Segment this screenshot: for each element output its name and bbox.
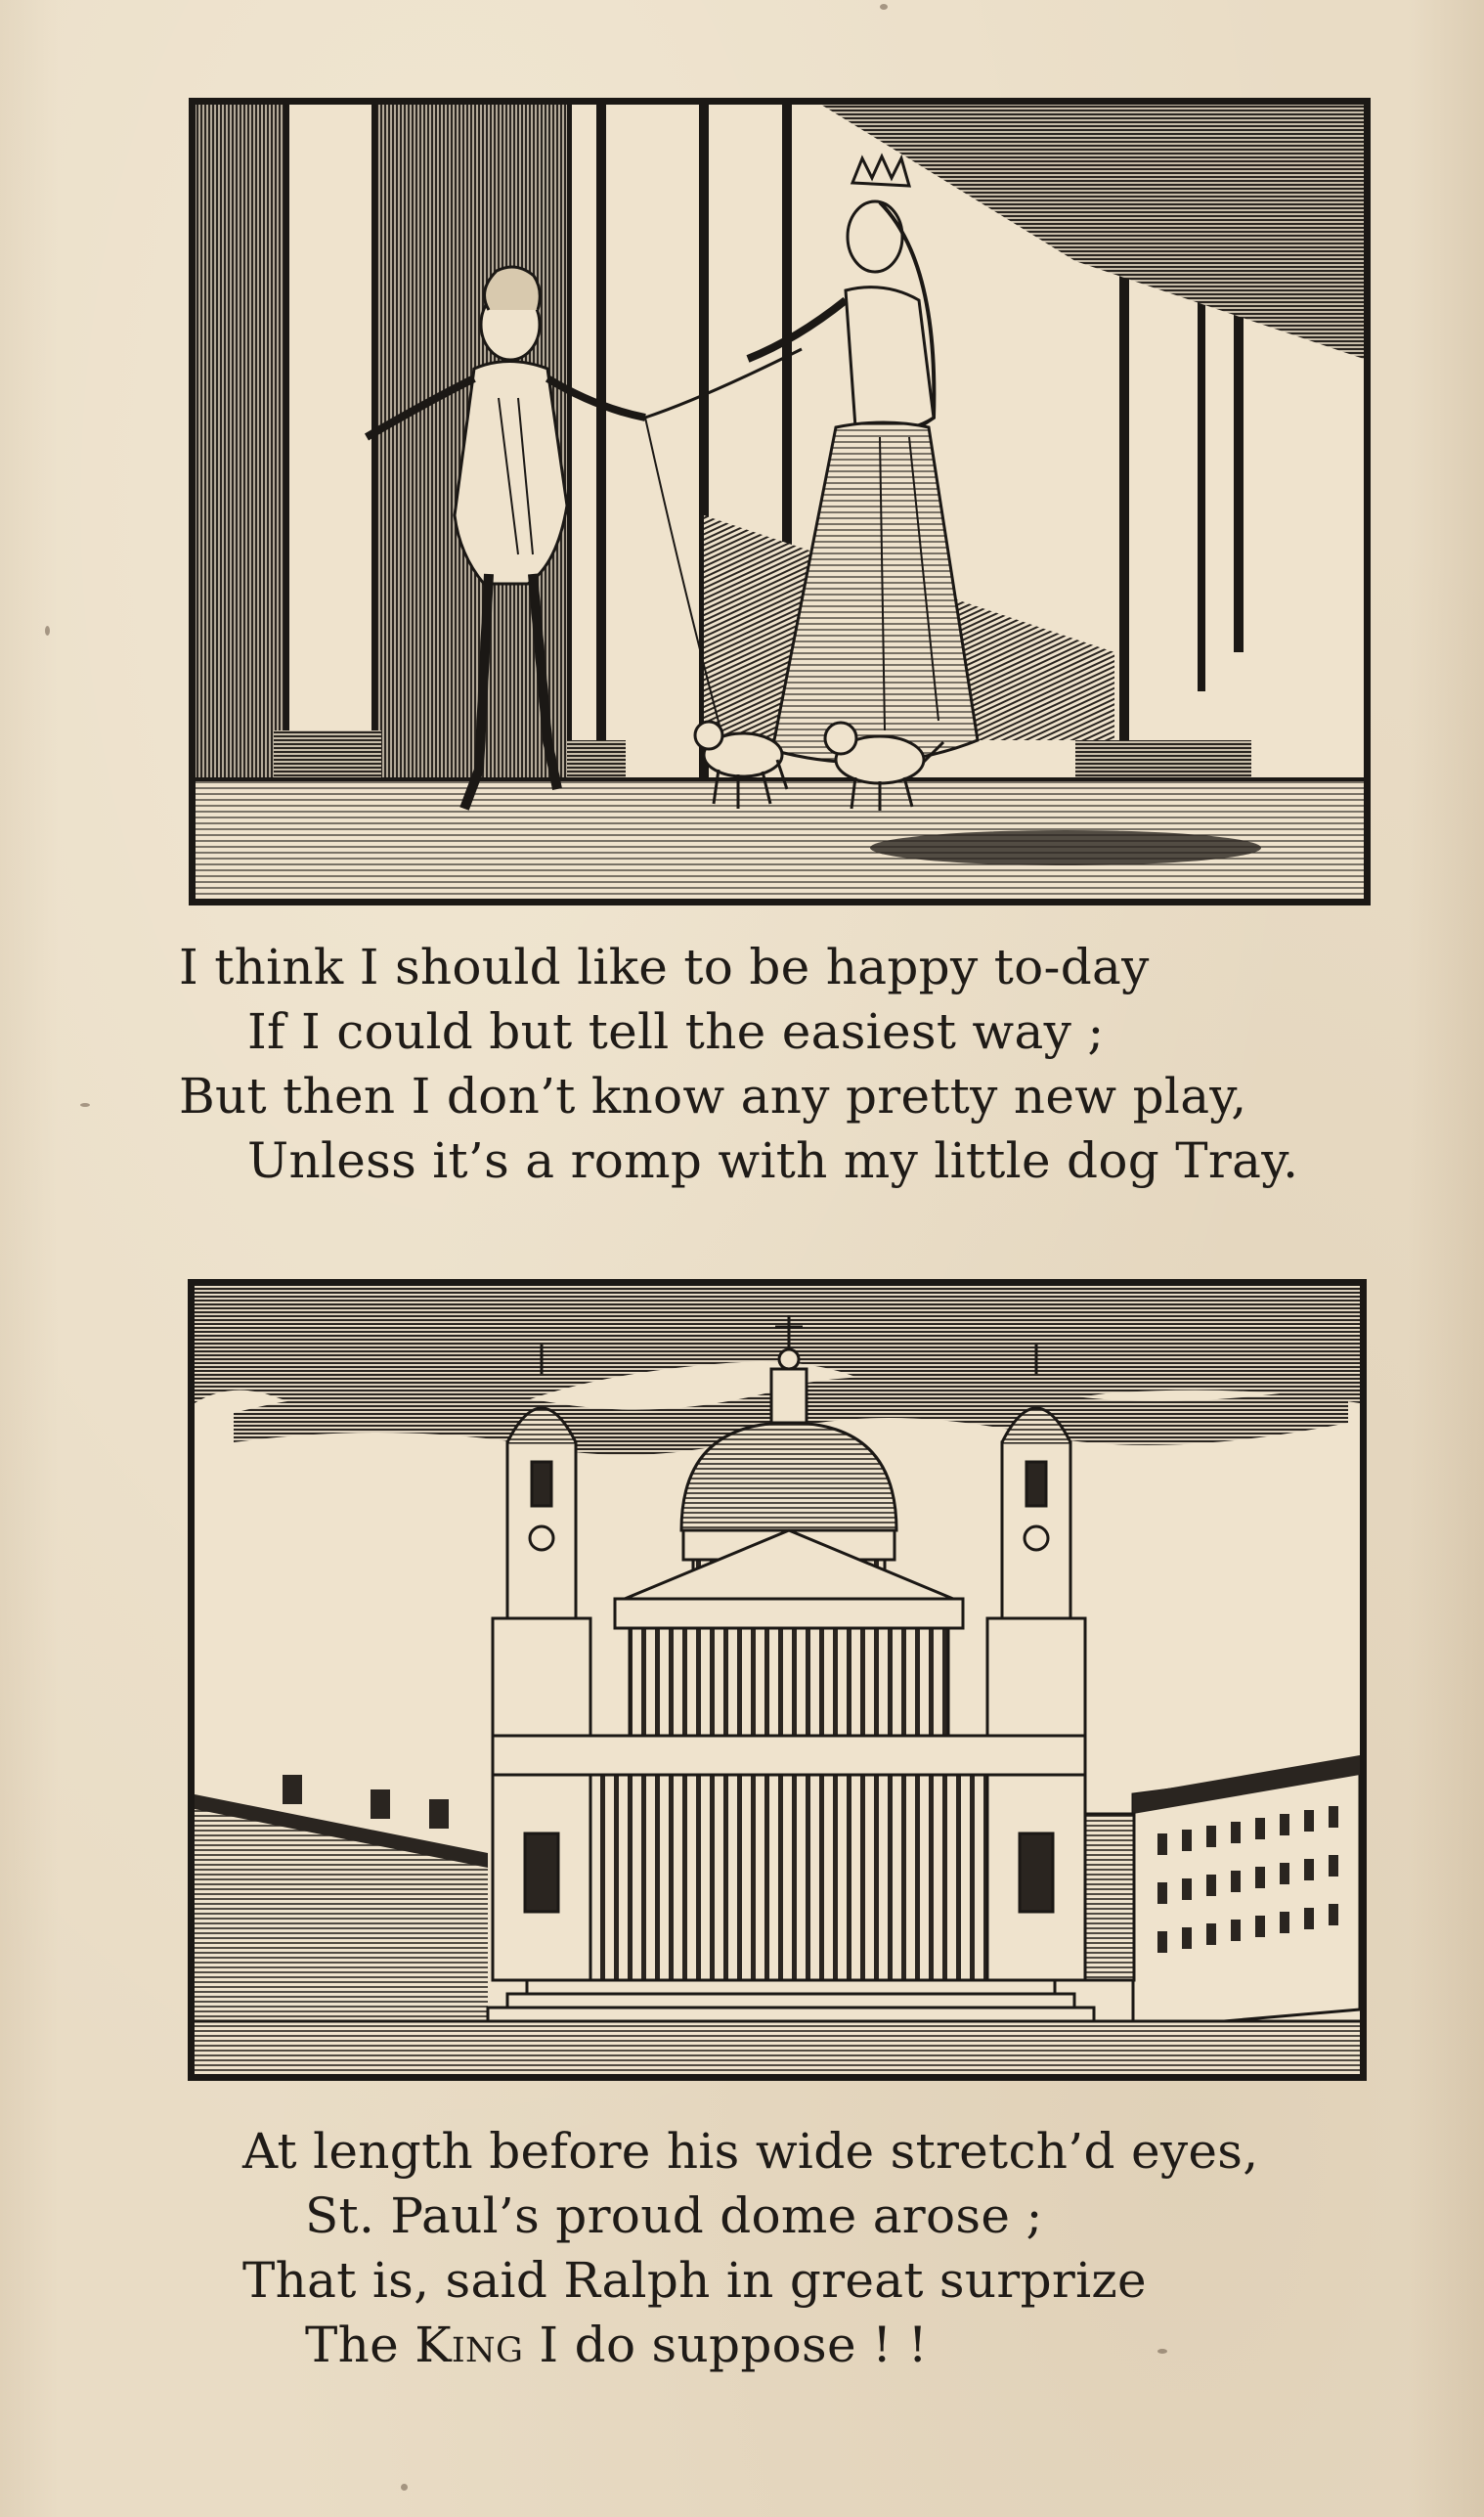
verse-2-king-word: King (415, 2317, 524, 2373)
paper-speck (80, 1103, 90, 1107)
verse-2-line-1: At length before his wide stretch’d eyes, (242, 2123, 1259, 2180)
engraving-1-svg (196, 105, 1364, 899)
verse-2-line-4-pre: The (305, 2317, 415, 2373)
verse-1-line-4: Unless it’s a romp with my little dog Tray. (247, 1132, 1299, 1189)
verse-1 (179, 935, 1298, 1193)
verse-2-line-3: That is, said Ralph in great surprize (242, 2252, 1147, 2309)
paper-speck (1157, 2349, 1167, 2354)
engraving-2-svg (195, 1286, 1360, 2074)
st-pauls-cathedral-engraving (188, 1279, 1367, 2081)
paper-speck (401, 2484, 408, 2491)
verse-2-line-2: St. Paul’s proud dome arose ; (305, 2187, 1043, 2244)
verse-2-line-4 (242, 2313, 1258, 2377)
paper-speck (45, 626, 50, 636)
verse-2-line-4-post: I do suppose ! ! (523, 2317, 929, 2373)
verse-2 (242, 2119, 1258, 2377)
verse-1-line-2: If I could but tell the easiest way ; (247, 1003, 1105, 1060)
paper-speck (880, 4, 888, 10)
verse-1-line-1: I think I should like to be happy to-day (179, 939, 1150, 995)
ground (195, 2021, 1360, 2074)
gentleman-and-queen-engraving (189, 98, 1371, 905)
verse-1-line-3: But then I don’t know any pretty new play, (179, 1068, 1247, 1125)
